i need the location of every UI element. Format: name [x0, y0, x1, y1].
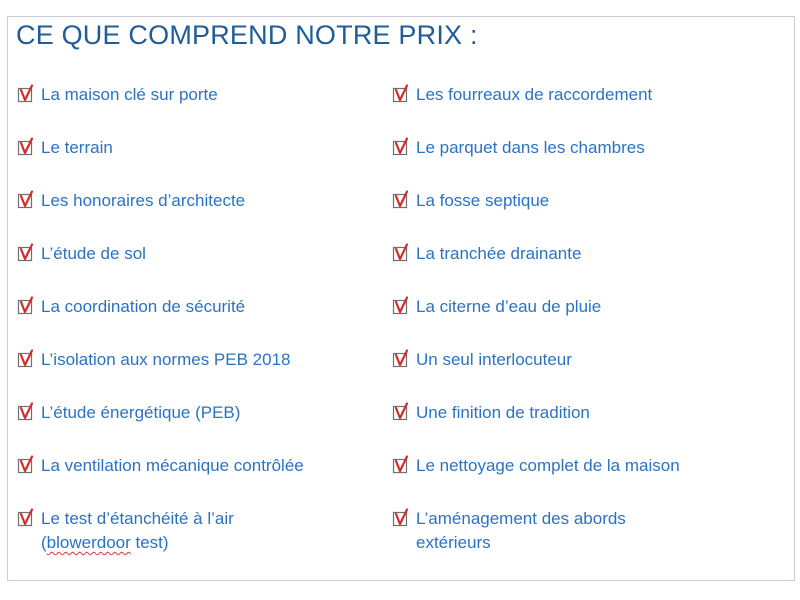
list-item-label: Le nettoyage complet de la maison: [416, 456, 680, 475]
paren-text: (: [41, 533, 47, 552]
list-item: [392, 295, 601, 319]
checkbox-check-icon: [17, 402, 37, 422]
checkbox-check-icon: [17, 349, 37, 369]
list-item-label: La tranchée drainante: [416, 244, 582, 263]
suffix-text: test): [130, 533, 169, 552]
list-item-label: Un seul interlocuteur: [416, 350, 572, 369]
list-item-label: L’isolation aux normes PEB 2018: [41, 350, 291, 369]
list-item: [392, 348, 572, 372]
list-item-label: L’étude énergétique (PEB): [41, 403, 241, 422]
list-item-label: Le parquet dans les chambres: [416, 138, 645, 157]
list-item-label: La maison clé sur porte: [41, 85, 218, 104]
list-item: [17, 454, 304, 478]
checkbox-check-icon: [392, 508, 412, 528]
list-item: [17, 242, 146, 266]
checkbox-check-icon: [392, 190, 412, 210]
spellcheck-flagged-word: blowerdoor: [46, 533, 131, 552]
checkbox-check-icon: [392, 84, 412, 104]
checkbox-check-icon: [392, 455, 412, 475]
list-item-label: Les fourreaux de raccordement: [416, 85, 653, 104]
list-item-label: Une finition de tradition: [416, 403, 590, 422]
checkbox-check-icon: [17, 296, 37, 316]
checkbox-check-icon: [17, 508, 37, 528]
list-item: [392, 83, 652, 107]
list-item-label-line2: extérieurs: [416, 533, 491, 552]
checkbox-check-icon: [392, 296, 412, 316]
list-item: [392, 401, 590, 425]
list-item: [392, 242, 581, 266]
list-item: [17, 136, 113, 160]
list-item-label-line1: Le test d’étanchéité à l’air: [41, 509, 234, 528]
list-item-label: La citerne d’eau de pluie: [416, 297, 602, 316]
list-item: [392, 189, 549, 213]
list-item-label: Les honoraires d’architecte: [41, 191, 246, 210]
checkbox-check-icon: [392, 243, 412, 263]
page-title: CE QUE COMPREND NOTRE PRIX :: [16, 20, 478, 50]
checkbox-check-icon: [17, 243, 37, 263]
list-item-label: La ventilation mécanique contrôlée: [41, 456, 304, 475]
checkbox-check-icon: [17, 137, 37, 157]
list-item: [392, 136, 645, 160]
list-item-label-line1: L’aménagement des abords: [416, 509, 626, 528]
list-item: [392, 454, 680, 478]
checkbox-check-icon: [17, 455, 37, 475]
list-item: [17, 401, 240, 425]
list-item: [17, 189, 245, 213]
checkbox-check-icon: [392, 137, 412, 157]
list-item: [17, 83, 218, 107]
list-item: [392, 507, 626, 555]
checkbox-check-icon: [392, 349, 412, 369]
list-item: [17, 348, 291, 372]
checkbox-check-icon: [17, 84, 37, 104]
list-item-label: Le terrain: [41, 138, 113, 157]
list-item-label: La coordination de sécurité: [41, 297, 246, 316]
list-item: [17, 507, 234, 555]
checkbox-check-icon: [392, 402, 412, 422]
list-item-label: La fosse septique: [416, 191, 550, 210]
list-item: [17, 295, 245, 319]
checkbox-check-icon: [17, 190, 37, 210]
list-item-label: L’étude de sol: [41, 244, 146, 263]
list-item-label-line2: [41, 531, 234, 555]
